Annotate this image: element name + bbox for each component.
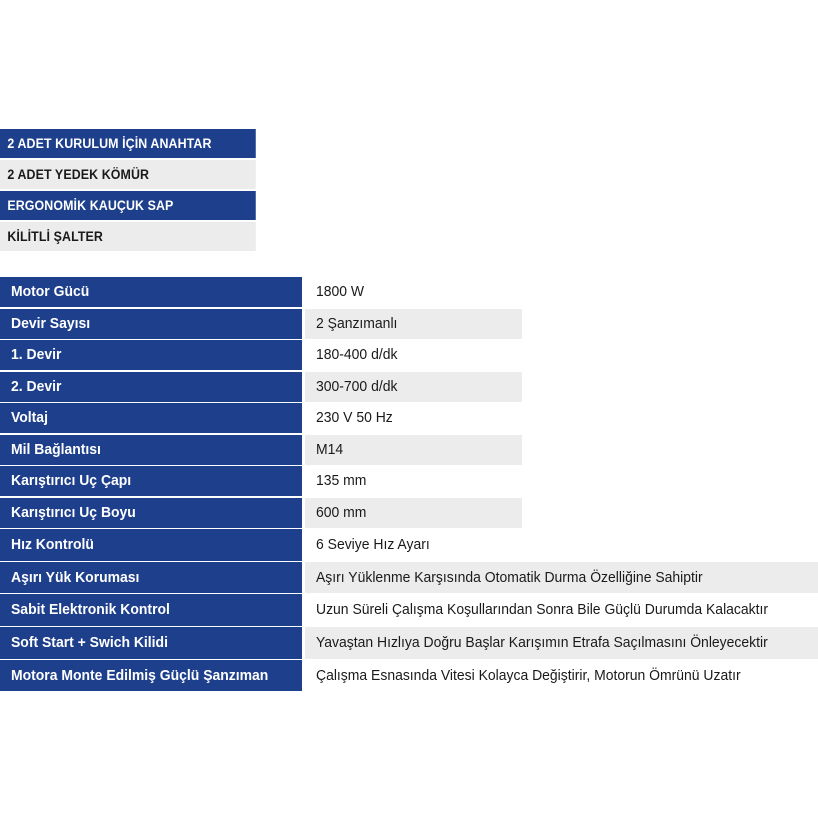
spec-row-gearbox (0, 660, 818, 692)
feature-item-lock-switch: KİLİTLİ ŞALTER (0, 222, 256, 251)
spec-value: 6 Seviye Hız Ayarı (316, 536, 430, 553)
spec-label: Sabit Elektronik Kontrol (0, 594, 302, 626)
feature-item-rubber-grip: ERGONOMİK KAUÇUK SAP (0, 191, 256, 220)
spec-table (0, 277, 818, 692)
spec-label: Voltaj (0, 403, 302, 433)
spec-label: Karıştırıcı Uç Çapı (0, 466, 302, 496)
spec-label: Devir Sayısı (0, 309, 302, 339)
feature-item-keys: 2 ADET KURULUM İÇİN ANAHTAR (0, 129, 256, 158)
spec-value: Yavaştan Hızlıya Doğru Başlar Karışımın Etrafa Saçılmasını Önleyecektir (305, 627, 818, 659)
spec-row-paddle-diameter (0, 466, 818, 496)
spec-row-speed-control (0, 529, 818, 561)
spec-value: 230 V 50 Hz (316, 409, 393, 426)
spec-row-speed-count (0, 309, 818, 339)
spec-value: 1800 W (316, 283, 365, 300)
spec-value: 180-400 d/dk (316, 346, 398, 363)
spec-value: 300-700 d/dk (305, 372, 522, 402)
spec-row-motor-power (0, 277, 818, 307)
feature-item-spare-brushes: 2 ADET YEDEK KÖMÜR (0, 160, 256, 189)
spec-label: Motor Gücü (0, 277, 302, 307)
spec-value: 135 mm (316, 472, 367, 489)
spec-value: 2 Şanzımanlı (305, 309, 522, 339)
spec-value: Çalışma Esnasında Vitesi Kolayca Değiştirir, Motorun Ömrünü Uzatır (316, 666, 741, 684)
spec-value: M14 (305, 435, 522, 465)
spec-value: Uzun Süreli Çalışma Koşullarından Sonra Bile Güçlü Durumda Kalacaktır (316, 601, 769, 619)
spec-row-electronic-control (0, 594, 818, 626)
spec-label: Hız Kontrolü (0, 529, 302, 561)
spec-row-voltage (0, 403, 818, 433)
spec-row-first-speed (0, 340, 818, 370)
spec-label: Karıştırıcı Uç Boyu (0, 498, 302, 528)
spec-row-overload-protection (0, 562, 818, 594)
spec-row-second-speed (0, 372, 818, 402)
spec-label: 2. Devir (0, 372, 302, 402)
spec-label: Soft Start + Swich Kilidi (0, 627, 302, 659)
feature-list (0, 129, 278, 253)
spec-row-spindle (0, 435, 818, 465)
spec-label: Mil Bağlantısı (0, 435, 302, 465)
spec-value: Aşırı Yüklenme Karşısında Otomatik Durma Özelliğine Sahiptir (305, 562, 818, 594)
spec-label: Aşırı Yük Koruması (0, 562, 302, 594)
spec-label: Motora Monte Edilmiş Güçlü Şanzıman (0, 660, 302, 692)
spec-row-paddle-length (0, 498, 818, 528)
spec-label: 1. Devir (0, 340, 302, 370)
spec-value: 600 mm (305, 498, 522, 528)
spec-row-soft-start (0, 627, 818, 659)
